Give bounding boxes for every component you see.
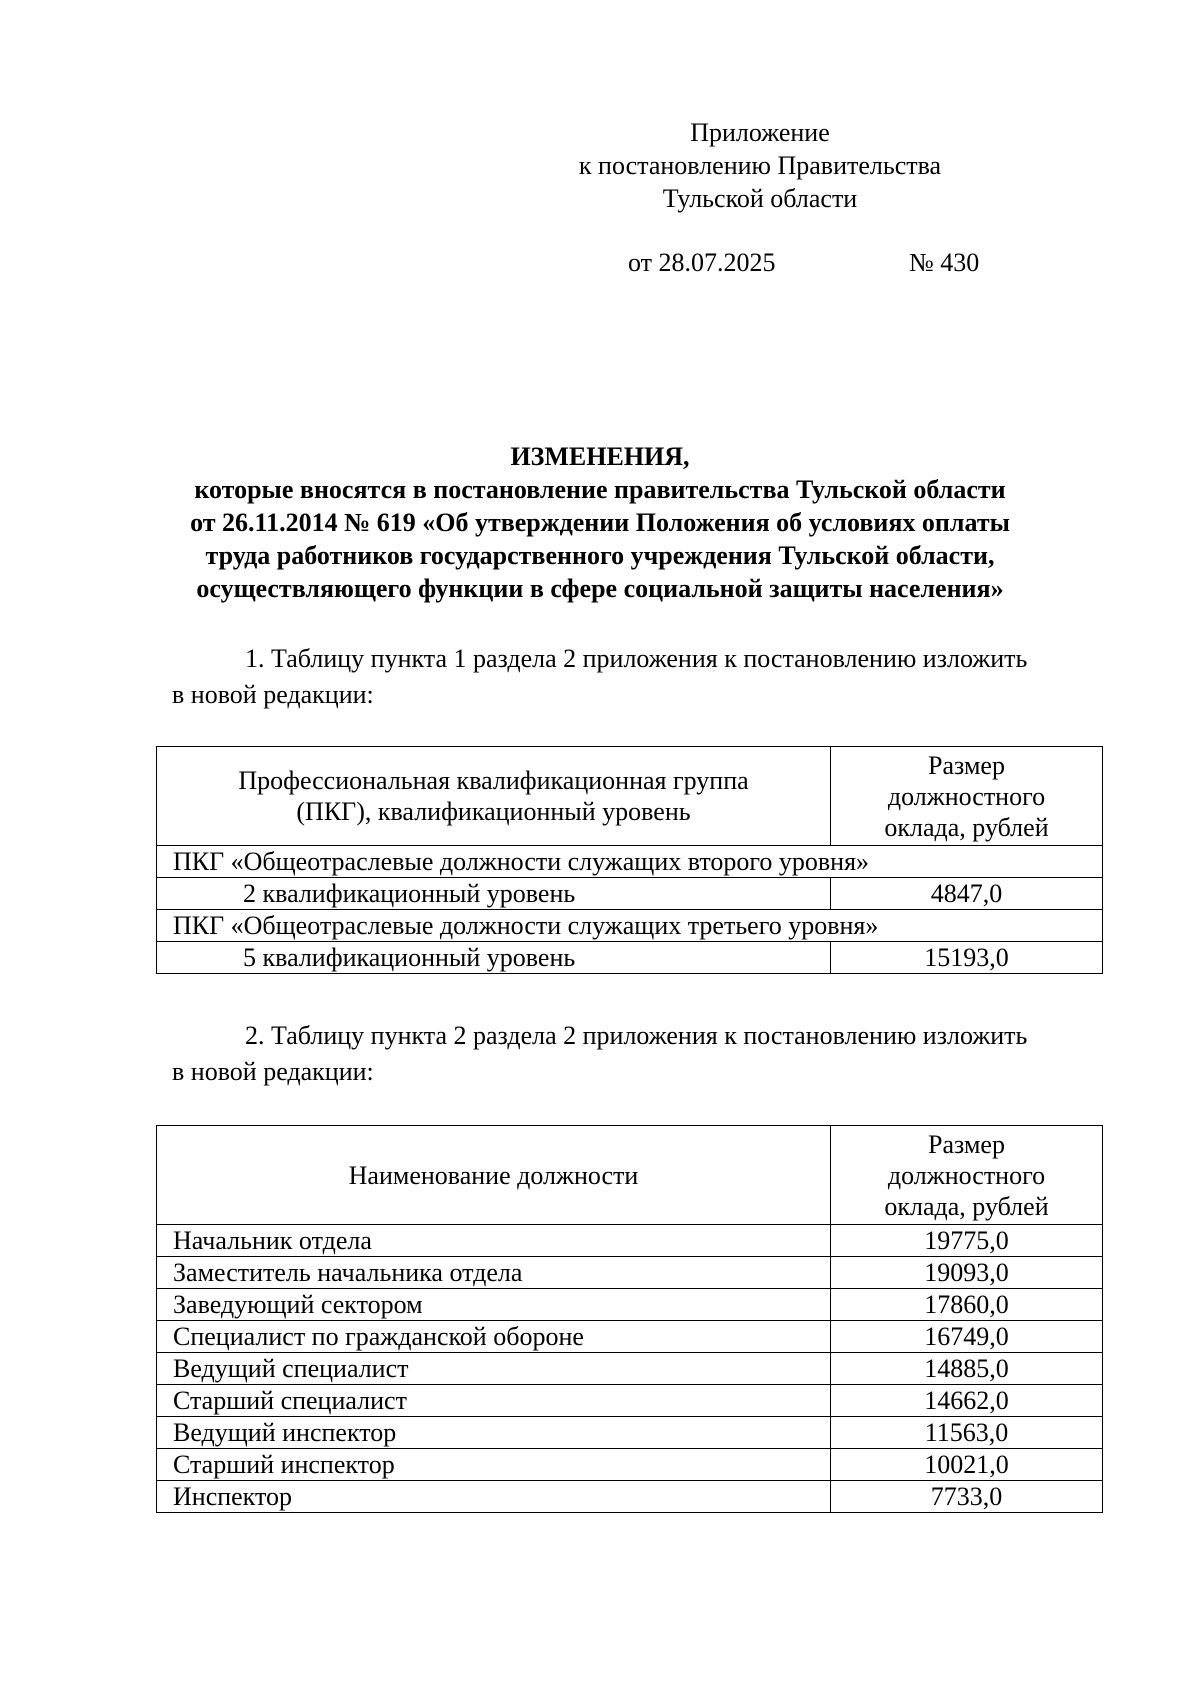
position-name: Заведующий сектором bbox=[157, 1289, 831, 1321]
salary-value: 15193,0 bbox=[831, 942, 1103, 974]
title-line-1: ИЗМЕНЕНИЯ, bbox=[510, 442, 690, 471]
table-row bbox=[157, 1449, 1103, 1481]
column-header-salary bbox=[831, 747, 1103, 846]
pkg-group-third-level: ПКГ «Общеотраслевые должности служащих третьего уровня» bbox=[157, 910, 1103, 942]
column-header-pkg bbox=[157, 747, 831, 846]
document-title bbox=[120, 440, 1080, 605]
title-line-4: труда работников государственного учреждения Тульской области, bbox=[205, 541, 995, 570]
section1-para-line-1: 1. Таблицу пункта 1 раздела 2 приложения к постановлению изложить bbox=[245, 644, 1028, 673]
qualification-level: 5 квалификационный уровень bbox=[157, 942, 831, 974]
table-row bbox=[157, 910, 1103, 942]
section2-para-line-2: в новой редакции: bbox=[172, 1057, 374, 1086]
table-row bbox=[157, 878, 1103, 910]
appendix-line-3: Тульской области bbox=[662, 184, 858, 213]
salary-value: 7733,0 bbox=[831, 1481, 1103, 1513]
document-number: № 430 bbox=[909, 248, 980, 277]
section1-paragraph bbox=[172, 641, 1112, 713]
pkg-salary-table bbox=[156, 746, 1103, 974]
salary-value: 17860,0 bbox=[831, 1289, 1103, 1321]
column-header-salary-line-3: оклада, рублей bbox=[884, 812, 1049, 842]
column-header-pkg-line-1: Профессиональная квалификационная группа bbox=[238, 766, 749, 795]
position-name: Старший специалист bbox=[157, 1385, 831, 1417]
position-name: Инспектор bbox=[157, 1481, 831, 1513]
column-header-position: Наименование должности bbox=[157, 1126, 831, 1225]
title-line-5: осуществляющего функции в сфере социальной защиты населения» bbox=[196, 574, 1004, 603]
salary-value: 4847,0 bbox=[831, 878, 1103, 910]
salary-value: 11563,0 bbox=[831, 1417, 1103, 1449]
salary-value: 19775,0 bbox=[831, 1225, 1103, 1257]
column-header-salary-line-1: Размер bbox=[928, 750, 1005, 780]
position-name: Ведущий инспектор bbox=[157, 1417, 831, 1449]
salary-value: 10021,0 bbox=[831, 1449, 1103, 1481]
table-row bbox=[157, 942, 1103, 974]
position-name: Старший инспектор bbox=[157, 1449, 831, 1481]
appendix-line-1: Приложение bbox=[690, 118, 830, 147]
column-header-salary bbox=[831, 1126, 1103, 1225]
section1-para-line-2: в новой редакции: bbox=[172, 680, 374, 709]
position-name: Заместитель начальника отдела bbox=[157, 1257, 831, 1289]
position-name: Начальник отдела bbox=[157, 1225, 831, 1257]
table-row bbox=[157, 1385, 1103, 1417]
column-header-pkg-line-2: (ПКГ), квалификационный уровень bbox=[296, 797, 691, 826]
column-header-salary-line-2: должностного bbox=[887, 1160, 1046, 1190]
column-header-salary-line-2: должностного bbox=[887, 781, 1046, 811]
document-date: от 28.07.2025 bbox=[628, 248, 776, 277]
column-header-salary-line-1: Размер bbox=[928, 1129, 1005, 1159]
column-header-salary-line-3: оклада, рублей bbox=[884, 1191, 1049, 1221]
table-row bbox=[157, 1225, 1103, 1257]
position-name: Специалист по гражданской обороне bbox=[157, 1321, 831, 1353]
salary-value: 16749,0 bbox=[831, 1321, 1103, 1353]
salary-value: 19093,0 bbox=[831, 1257, 1103, 1289]
section2-paragraph bbox=[172, 1018, 1112, 1090]
table-row bbox=[157, 846, 1103, 878]
section2-para-line-1: 2. Таблицу пункта 2 раздела 2 приложения к постановлению изложить bbox=[245, 1021, 1028, 1050]
appendix-header bbox=[560, 116, 960, 215]
position-salary-table bbox=[156, 1125, 1103, 1513]
salary-value: 14662,0 bbox=[831, 1385, 1103, 1417]
pkg-group-second-level: ПКГ «Общеотраслевые должности служащих второго уровня» bbox=[157, 846, 1103, 878]
table-row bbox=[157, 1353, 1103, 1385]
table-row bbox=[157, 1321, 1103, 1353]
table-row bbox=[157, 1481, 1103, 1513]
position-name: Ведущий специалист bbox=[157, 1353, 831, 1385]
table-header-row bbox=[157, 1126, 1103, 1225]
title-line-3: от 26.11.2014 № 619 «Об утверждении Положения об условиях оплаты bbox=[190, 508, 1010, 537]
qualification-level: 2 квалификационный уровень bbox=[157, 878, 831, 910]
table-header-row bbox=[157, 747, 1103, 846]
table-row bbox=[157, 1289, 1103, 1321]
table-row bbox=[157, 1257, 1103, 1289]
title-line-2: которые вносятся в постановление правительства Тульской области bbox=[194, 475, 1006, 504]
table-row bbox=[157, 1417, 1103, 1449]
salary-value: 14885,0 bbox=[831, 1353, 1103, 1385]
appendix-line-2: к постановлению Правительства bbox=[578, 151, 942, 180]
